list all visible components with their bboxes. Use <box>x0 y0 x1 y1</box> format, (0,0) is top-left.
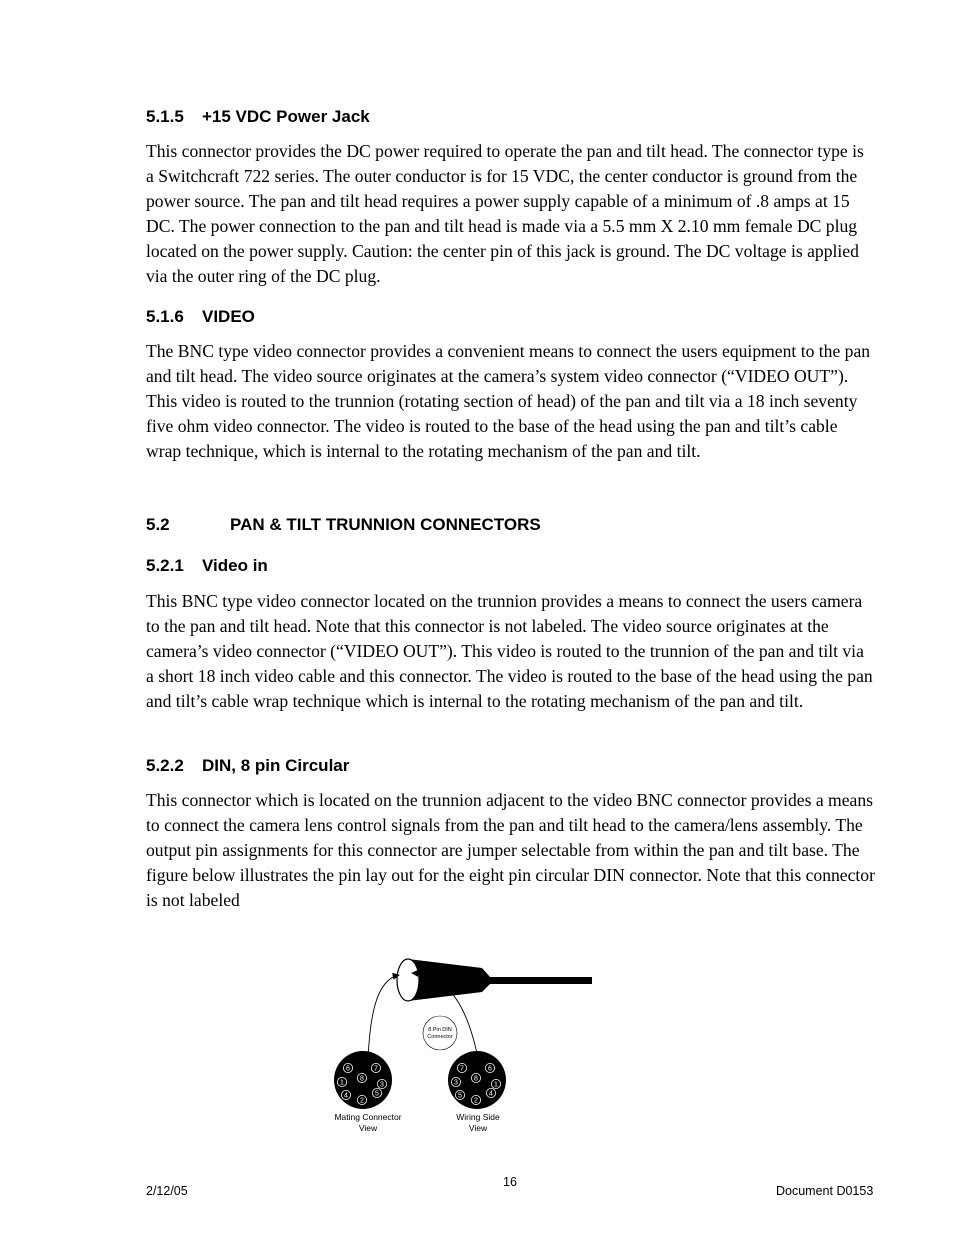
mating-pin-label-6: 6 <box>346 1065 350 1073</box>
wiring-pin-label-8: 8 <box>474 1075 478 1083</box>
section-number: 5.1.6 <box>146 307 184 326</box>
footer-page-number: 16 <box>503 1175 517 1189</box>
wiring-caption-line1: Wiring Side <box>456 1112 500 1122</box>
wiring-pin-label-1: 1 <box>494 1081 498 1089</box>
plug-face <box>397 959 419 1001</box>
section-body-5-2-2: This connector which is located on the trunnion adjacent to the video BNC connector provides a means to connect the camera lens control signals from the pan and tilt head to the camera/lens assembly. The output pin assignments for this connector are jumper selectable from within the pan and tilt base. The figure below illustrates the pin lay out for the eight pin circular DIN connector. Note that this connector is not labeled <box>146 790 875 910</box>
connector-label-line2: Connector <box>427 1034 453 1040</box>
section-heading-5-2-1 <box>146 556 268 576</box>
wiring-pin-label-2: 2 <box>474 1097 478 1105</box>
wiring-pin-label-7: 7 <box>460 1065 464 1073</box>
section-number: 5.2.2 <box>146 756 184 775</box>
din-plug-illustration <box>397 959 592 1001</box>
section-heading-5-1-6 <box>146 307 255 327</box>
mating-pin-label-5: 5 <box>375 1090 379 1098</box>
wiring-pin-label-5: 5 <box>458 1092 462 1100</box>
footer-document-id: Document D0153 <box>776 1184 874 1198</box>
wiring-caption-line2: View <box>468 1123 488 1133</box>
section-heading-5-2 <box>146 515 541 535</box>
mating-pin-label-4: 4 <box>344 1092 348 1100</box>
mating-pin-label-7: 7 <box>374 1065 378 1073</box>
mating-pin-label-2: 2 <box>360 1097 364 1105</box>
section-body-5-1-6: The BNC type video connector provides a convenient means to connect the users equipment to the pan and tilt head. The video source originates at the camera’s system video connector (“VIDEO OUT”). This video is routed to the trunnion (rotating section of head) of the pan and tilt via a 18 inch seventy five ohm video connector. The video is routed to the base of the head using the pan and tilt’s cable wrap technique, which is internal to the rotating mechanism of the pan and tilt. <box>146 341 871 461</box>
section-heading-5-2-2 <box>146 756 349 776</box>
wiring-side-face <box>448 1051 506 1109</box>
section-title: PAN & TILT TRUNNION CONNECTORS <box>230 515 541 534</box>
mating-pin-label-8: 8 <box>360 1075 364 1083</box>
section-number: 5.2.1 <box>146 556 184 575</box>
section-body-5-2-1: This BNC type video connector located on the trunnion provides a means to connect the users camera to the pan and tilt head. Note that this connector is not labeled. The video source originates at the camera’s video connector (“VIDEO OUT”). This video is routed to the trunnion of the pan and tilt via a short 18 inch video cable and this connector. The video is routed to the base of the head using the pan and tilt’s cable wrap technique which is internal to the rotating mechanism of the pan and tilt. <box>146 591 873 711</box>
mating-view-arrow <box>368 975 399 1058</box>
section-heading-5-1-5 <box>146 107 370 127</box>
section-title: DIN, 8 pin Circular <box>202 756 350 775</box>
connector-label-bubble <box>423 1016 457 1050</box>
section-title: Video in <box>202 556 268 575</box>
din-connector-diagram <box>320 940 620 1140</box>
section-title: +15 VDC Power Jack <box>202 107 370 126</box>
wiring-side-caption <box>428 1112 528 1134</box>
mating-caption-line1: Mating Connector <box>334 1112 402 1122</box>
mating-connector-caption <box>318 1112 418 1134</box>
section-body-5-1-5: This connector provides the DC power required to operate the pan and tilt head. The connector type is a Switchcraft 722 series. The outer conductor is for 15 VDC, the center conductor is ground from the power source. The pan and tilt head requires a power supply capable of a minimum of .8 amps at 15 DC. The power connection to the pan and tilt head is made via a 5.5 mm X 2.10 mm female DC plug located on the power supply. Caution: the center pin of this jack is ground. The DC voltage is applied via the outer ring of the DC plug. <box>146 141 864 286</box>
section-title: VIDEO <box>202 307 255 326</box>
din-connector-figure <box>320 940 620 1140</box>
section-number: 5.2 <box>146 515 170 534</box>
connector-label-line1: 8 Pin DIN <box>428 1027 452 1033</box>
mating-pin-label-3: 3 <box>380 1081 384 1089</box>
wiring-pin-label-3: 3 <box>454 1079 458 1087</box>
wiring-pin-label-6: 6 <box>488 1065 492 1073</box>
mating-pin-label-1: 1 <box>340 1079 344 1087</box>
mating-connector-face <box>334 1051 392 1109</box>
wiring-pin-label-4: 4 <box>489 1090 493 1098</box>
mating-caption-line2: View <box>358 1123 378 1133</box>
footer-date: 2/12/05 <box>146 1184 188 1198</box>
section-number: 5.1.5 <box>146 107 184 126</box>
